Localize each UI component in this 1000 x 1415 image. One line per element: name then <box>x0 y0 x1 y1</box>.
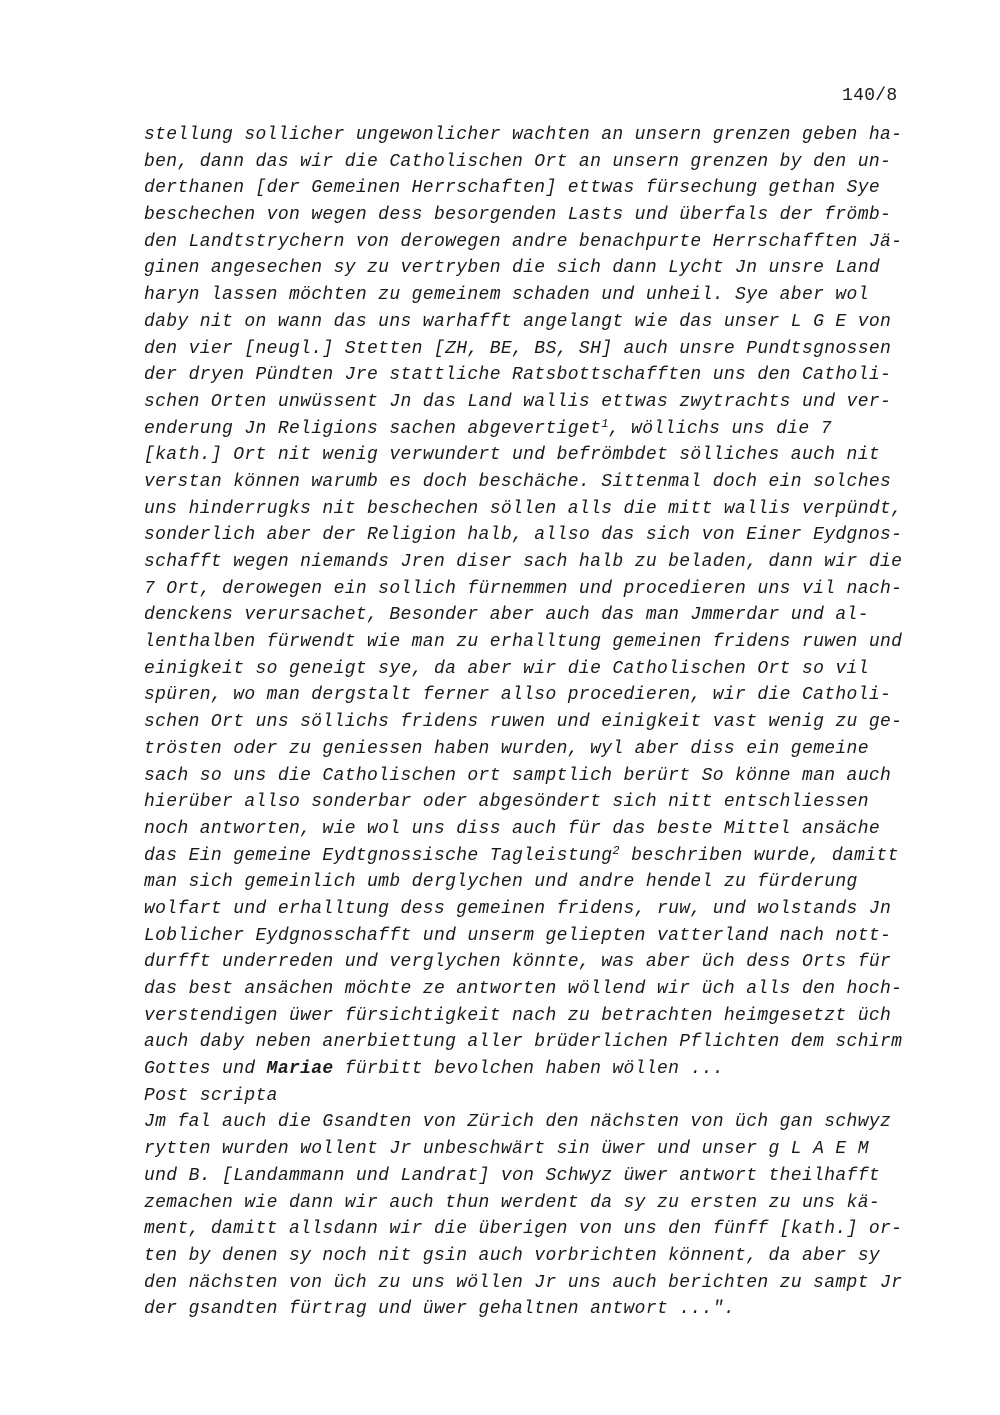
text-segment: beschriben wurde, damitt <box>619 845 899 866</box>
text-line: denckens verursachet, Besonder aber auch das man Jmmerdar und al- <box>144 605 869 626</box>
text-line: den Landtstrychern von derowegen andre benachpurte Herrschafften Jä- <box>144 231 903 252</box>
text-line: auch daby neben anerbiettung aller brüderlichen Pflichten dem schirm <box>144 1032 903 1053</box>
text-line: derthanen [der Gemeinen Herrschaften] ettwas fürsechung gethan Sye <box>144 178 881 199</box>
text-line: einigkeit so geneigt sye, da aber wir die Catholischen Ort so vil <box>144 658 869 679</box>
text-segment: , wöllichs uns die 7 <box>608 418 832 439</box>
text-line: Jm fal auch die Gsandten von Zürich den nächsten von üch gan schwyz <box>144 1112 892 1133</box>
text-line: [kath.] Ort nit wenig verwundert und befrömbdet sölliches auch nit <box>144 445 881 466</box>
text-line: den vier [neugl.] Stetten [ZH, BE, BS, SH] auch unsre Pundtsgnossen <box>144 338 892 359</box>
text-line: verstan können warumb es doch beschäche. Sittenmal doch ein solches <box>144 471 892 492</box>
text-line: und B. [Landammann und Landrat] von Schwyz üwer antwort theilhafft <box>144 1165 881 1186</box>
text-segment: das Ein gemeine Eydtgnossische Tagleistung <box>144 845 613 866</box>
text-line: haryn lassen möchten zu gemeinem schaden und unheil. Sye aber wol <box>144 285 869 306</box>
text-line: Loblicher Eydgnosschafft und unserm geliepten vatterland nach nott- <box>144 925 892 946</box>
text-line: der gsandten fürtrag und üwer gehaltnen antwort ...". <box>144 1299 736 1320</box>
page-number: 140/8 <box>842 86 898 106</box>
text-line: daby nit on wann das uns warhafft angelangt wie das unser L G E von <box>144 311 892 332</box>
text-line: schafft wegen niemands Jren diser sach halb zu beladen, dann wir die <box>144 552 903 572</box>
text-line: sonderlich aber der Religion halb, allso das sich von Einer Eydgnos- <box>144 525 903 546</box>
text-segment: enderung Jn Religions sachen abgevertiget <box>144 418 602 439</box>
text-line: ben, dann das wir die Catholischen Ort an unsern grenzen by den un- <box>144 151 892 172</box>
text-segment: Gottes und <box>144 1059 267 1080</box>
text-line: schen Ort uns söllichs fridens ruwen und einigkeit vast wenig zu ge- <box>144 712 903 733</box>
text-segment: fürbitt bevolchen haben wöllen ... <box>333 1059 724 1080</box>
footnote-marker[interactable]: 1 <box>601 416 609 431</box>
text-line: man sich gemeinlich umb derglychen und andre hendel zu fürderung <box>144 872 858 893</box>
text-line: uns hinderrugks nit beschechen söllen alls die mitt wallis verpündt, <box>144 498 903 519</box>
text-line: verstendigen üwer fürsichtigkeit nach zu betrachten heimgesetzt üch <box>144 1005 892 1026</box>
text-line: beschechen von wegen dess besorgenden Lasts und überfals der frömb- <box>144 205 892 226</box>
text-line: sach so uns die Catholischen ort samptlich berürt So könne man auch <box>144 765 892 786</box>
emphasized-word: Mariae <box>266 1059 334 1080</box>
text-line: zemachen wie dann wir auch thun werdent da sy zu ersten zu uns kä- <box>144 1192 881 1213</box>
text-line: ment, damitt allsdann wir die überigen von uns den fünff [kath.] or- <box>144 1219 903 1240</box>
footnote-marker[interactable]: 2 <box>612 843 620 858</box>
text-line: wolfart und erhalltung dess gemeinen fridens, ruw, und wolstands Jn <box>144 898 892 919</box>
document-body <box>144 122 914 1323</box>
text-line: ten by denen sy noch nit gsin auch vorbrichten könnent, da aber sy <box>144 1245 881 1266</box>
text-line: spüren, wo man dergstalt ferner allso procedieren, wir die Catholi- <box>144 685 892 706</box>
text-line-footnote-2 <box>144 843 914 870</box>
text-line: rytten wurden wollent Jr unbeschwärt sin üwer und unser g L A E M <box>144 1139 869 1160</box>
postscript-heading: Post scripta <box>144 1085 278 1106</box>
text-line: hierüber allso sonderbar oder abgesöndert sich nitt entschliessen <box>144 792 869 813</box>
text-line: schen Orten unwüssent Jn das Land wallis ettwas zwytrachts und ver- <box>144 391 892 412</box>
text-line: 7 Ort, derowegen ein sollich fürnemmen und procedieren uns vil nach- <box>144 578 903 599</box>
text-line: durfft underreden und verglychen könnte, was aber üch dess Orts für <box>144 952 892 973</box>
text-line: stellung sollicher ungewonlicher wachten an unsern grenzen geben ha- <box>144 125 903 145</box>
text-line: der dryen Pündten Jre stattliche Ratsbottschafften uns den Catholi- <box>144 365 892 386</box>
text-line: trösten oder zu geniessen haben wurden, wyl aber diss ein gemeine <box>144 738 869 759</box>
text-line: ginen angesechen sy zu vertryben die sich dann Lycht Jn unsre Land <box>144 258 881 279</box>
text-line: noch antworten, wie wol uns diss auch für das beste Mittel ansäche <box>144 818 881 839</box>
text-line-emphasis <box>144 1056 914 1083</box>
text-line: lenthalben fürwendt wie man zu erhalltung gemeinen fridens ruwen und <box>144 632 903 653</box>
text-line: das best ansächen möchte ze antworten wöllend wir üch alls den hoch- <box>144 979 903 999</box>
text-line: den nächsten von üch zu uns wöllen Jr uns auch berichten zu sampt Jr <box>144 1272 903 1293</box>
text-line-footnote-1 <box>144 416 914 443</box>
